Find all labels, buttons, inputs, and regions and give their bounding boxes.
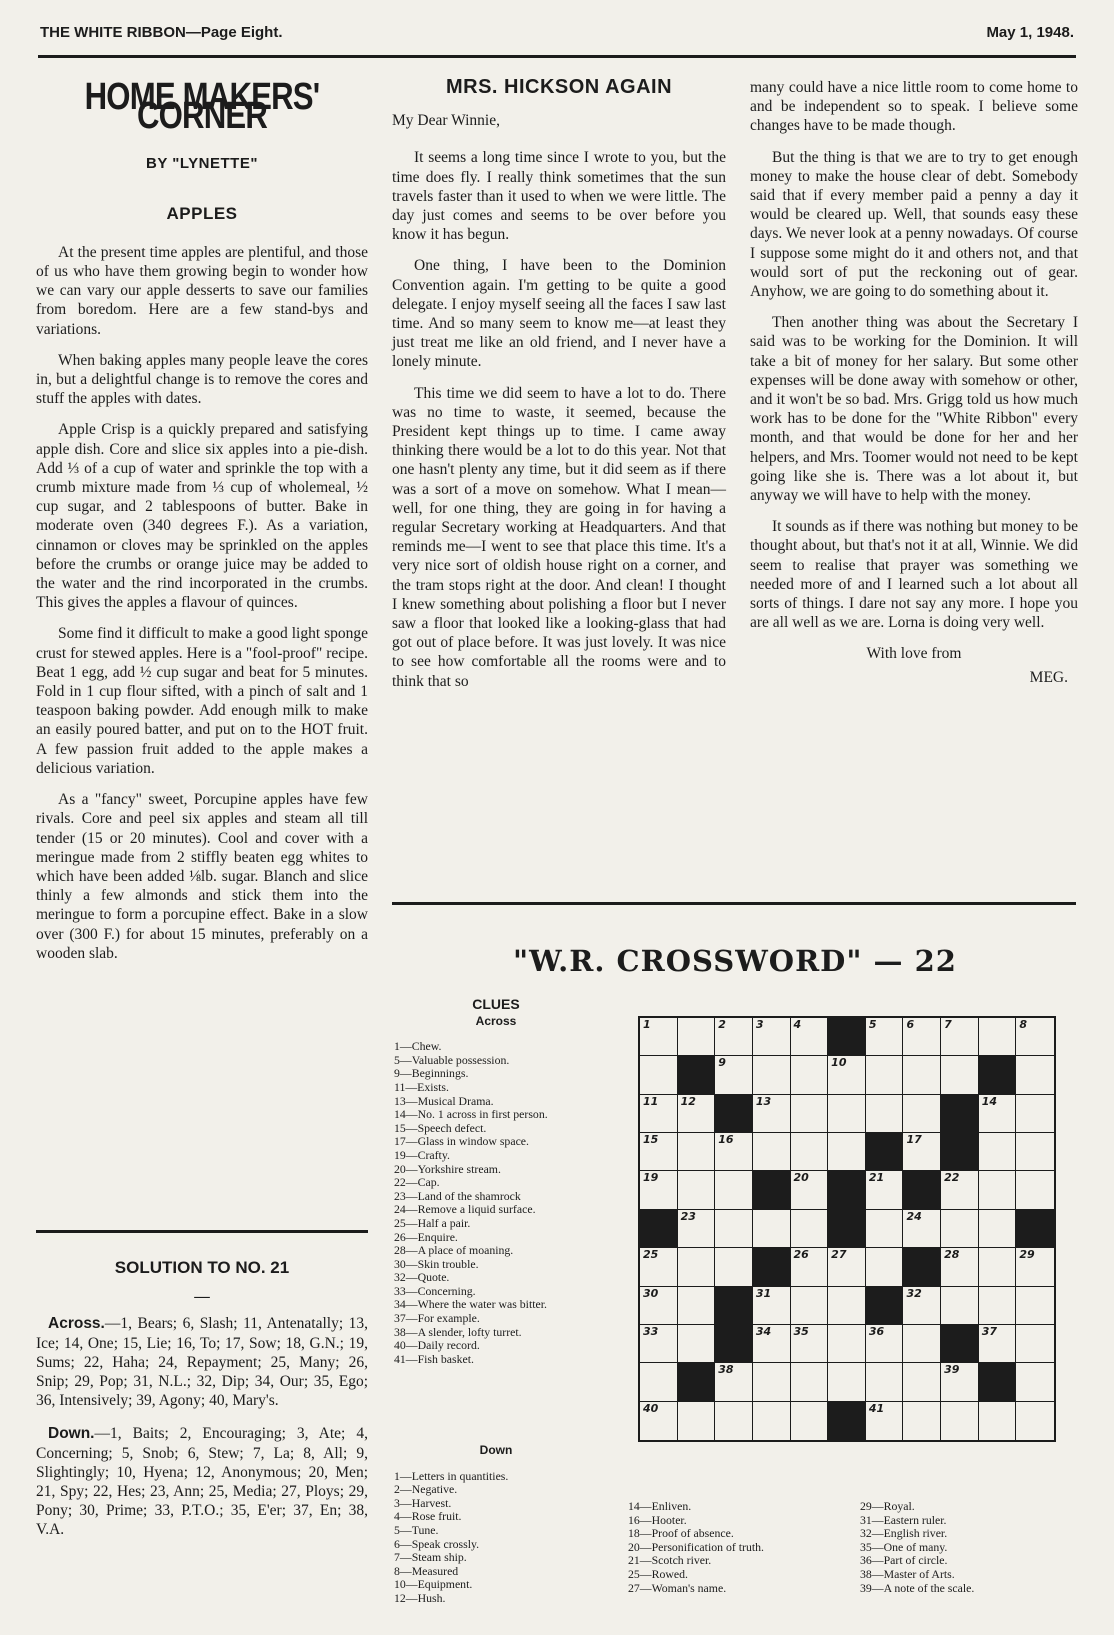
hickson-greeting: My Dear Winnie,	[392, 112, 500, 130]
homemakers-column	[36, 78, 368, 975]
grid-cell	[715, 1171, 753, 1209]
grid-cell	[979, 1133, 1017, 1171]
grid-cell-black	[941, 1325, 979, 1363]
grid-cell-number: 23	[680, 1209, 696, 1223]
grid-cell-black	[941, 1133, 979, 1171]
grid-cell	[866, 1095, 904, 1133]
grid-cell-number: 41	[868, 1401, 885, 1415]
across-clue-list	[394, 1040, 598, 1366]
clue-item: 14—No. 1 across in first person.	[394, 1107, 548, 1122]
grid-cell	[1016, 1325, 1054, 1363]
clue-item: 17—Glass in window space.	[394, 1134, 529, 1149]
grid-cell	[866, 1056, 904, 1094]
grid-cell	[903, 1402, 941, 1440]
grid-cell	[715, 1248, 753, 1286]
grid-cell-black	[866, 1133, 904, 1171]
grid-cell	[828, 1287, 866, 1325]
clue-item: 5—Tune.	[394, 1522, 439, 1537]
clue-item: 10—Equipment.	[394, 1577, 473, 1592]
grid-cell	[678, 1095, 716, 1133]
clue-item: 3—Harvest.	[394, 1495, 452, 1510]
grid-cell	[791, 1287, 829, 1325]
clue-item: 14—Enliven.	[628, 1499, 692, 1513]
grid-cell-number: 4	[793, 1018, 802, 1031]
grid-cell	[941, 1248, 979, 1286]
hickson-paragraph: It sounds as if there was nothing but money to be thought about, but that's not it at all, Winnie. We did seem to realise that prayer was something we needed more of and I learned such a lot about all sorts of things. I dare not say any more. I hope you are all well as we are. Lorna is doing very well.	[750, 518, 1078, 632]
grid-cell	[1016, 1402, 1054, 1440]
grid-cell	[791, 1095, 829, 1133]
grid-cell	[1016, 1248, 1054, 1286]
grid-cell	[678, 1248, 716, 1286]
grid-cell-number: 35	[793, 1324, 809, 1338]
clue-item: 21—Scotch river.	[628, 1553, 712, 1568]
grid-cell	[678, 1325, 716, 1363]
clue-item: 20—Personification of truth.	[628, 1539, 764, 1554]
grid-cell-number: 7	[944, 1018, 952, 1031]
grid-cell	[979, 1018, 1017, 1056]
clue-item: 34—Where the water was bitter.	[394, 1297, 547, 1312]
grid-cell	[866, 1325, 904, 1363]
grid-cell-black	[903, 1171, 941, 1209]
grid-cell-number: 1	[643, 1018, 651, 1031]
grid-cell-number: 25	[643, 1248, 659, 1262]
clue-item: 31—Eastern ruler.	[860, 1512, 947, 1527]
grid-cell	[753, 1095, 791, 1133]
grid-cell	[791, 1248, 829, 1286]
grid-cell	[791, 1018, 829, 1056]
solution-across-label: Across.	[48, 1315, 105, 1333]
clue-item: 28—A place of moaning.	[394, 1243, 514, 1258]
crossword-rule	[392, 902, 1076, 905]
grid-cell	[903, 1056, 941, 1094]
grid-cell-number: 15	[643, 1133, 659, 1147]
grid-cell	[866, 1402, 904, 1440]
down-heading: Down	[479, 1443, 513, 1457]
clue-item: 24—Remove a liquid surface.	[394, 1202, 536, 1217]
clue-item: 19—Crafty.	[394, 1147, 450, 1162]
clue-item: 29—Royal.	[860, 1499, 915, 1513]
hickson-paragraph: One thing, I have been to the Dominion Convention again. I'm getting to be quite a good delegate. I enjoy myself seeing all the faces I saw last time. And so many seem to know me—at least they just treat me like an old friend, and I never have a lonely minute.	[392, 257, 726, 371]
grid-cell-number: 33	[643, 1324, 659, 1338]
hickson-paragraph: It seems a long time since I wrote to you, but the time does fly. I really think sometimes that the sun travels faster than it used to when we were little. The day just comes and seems to be over before you know it has begun.	[392, 149, 726, 244]
grid-cell-number: 38	[718, 1363, 734, 1377]
grid-cell-number: 27	[831, 1248, 847, 1262]
grid-cell-black	[640, 1210, 678, 1248]
grid-cell	[979, 1287, 1017, 1325]
clue-item: 18—Proof of absence.	[628, 1526, 734, 1541]
grid-cell-black	[941, 1095, 979, 1133]
grid-cell-number: 20	[793, 1171, 809, 1185]
crossword-grid	[638, 1016, 1056, 1442]
solution-title: SOLUTION TO NO. 21	[114, 1258, 290, 1277]
grid-cell	[903, 1363, 941, 1401]
grid-cell	[979, 1171, 1017, 1209]
grid-cell-number: 11	[643, 1094, 659, 1108]
grid-cell	[979, 1325, 1017, 1363]
homemakers-paragraph: At the present time apples are plentiful, and those of us who have them growing begin to wonder how we can vary our apple desserts to save our families from boredom. Here are a few stand-bys and variations.	[36, 243, 368, 338]
grid-cell	[828, 1248, 866, 1286]
clue-item: 25—Rowed.	[628, 1566, 688, 1581]
grid-cell-number: 26	[793, 1248, 809, 1262]
grid-cell	[941, 1287, 979, 1325]
grid-cell-black	[753, 1248, 791, 1286]
grid-cell	[828, 1133, 866, 1171]
grid-cell-black	[678, 1056, 716, 1094]
grid-cell-number: 2	[718, 1018, 726, 1031]
crossword-title: "W.R. CROSSWORD" — 22	[513, 944, 957, 978]
grid-cell	[903, 1095, 941, 1133]
grid-cell-number: 32	[906, 1286, 922, 1300]
grid-cell	[903, 1325, 941, 1363]
grid-cell-number: 9	[718, 1056, 726, 1070]
grid-cell-black	[866, 1287, 904, 1325]
grid-cell	[828, 1095, 866, 1133]
clues-heading: CLUES	[472, 996, 520, 1012]
homemakers-paragraph: Some find it difficult to make a good light sponge crust for stewed apples. Here is a "fool-proof" recipe. Beat 1 egg, add ½ cup sugar and beat for 5 minutes. Fold in 1 cup flour sifted, with a pinch of salt and 1 teaspoon baking powder. Add enough milk to make an easily poured batter, and put on to the HOT fruit. A few passion fruit added to the apple makes a delicious variation.	[36, 625, 368, 777]
grid-cell	[753, 1325, 791, 1363]
grid-cell	[715, 1133, 753, 1171]
clue-item: 22—Cap.	[394, 1175, 440, 1190]
solution-rule	[36, 1230, 368, 1233]
grid-cell	[753, 1210, 791, 1248]
clue-item: 40—Daily record.	[394, 1338, 480, 1353]
down-clue-list-2	[628, 1500, 834, 1595]
clue-item: 9—Beginnings.	[394, 1066, 469, 1081]
grid-cell	[941, 1363, 979, 1401]
grid-cell-black	[979, 1056, 1017, 1094]
grid-cell-number: 12	[680, 1094, 696, 1108]
grid-cell	[866, 1363, 904, 1401]
grid-cell	[678, 1402, 716, 1440]
grid-cell	[903, 1210, 941, 1248]
clue-item: 2—Negative.	[394, 1482, 458, 1497]
grid-cell	[791, 1210, 829, 1248]
hickson-paragraph: Then another thing was about the Secretary I said was to be working for the Dominion. It will take a bit of money for her salary. But some other expenses will be done away with somehow or other, and it won't be so bad. Mrs. Grigg told us how much work has to be done for the "White Ribbon" every month, and that would be done for her and her helpers, and Mrs. Toomer would not need to be kept going like she is. There was a lot about it, but anyway we will have to help with the money.	[750, 314, 1078, 505]
grid-cell-number: 19	[643, 1171, 659, 1185]
clue-item: 27—Woman's name.	[628, 1580, 727, 1595]
solution-section	[36, 1250, 368, 1554]
grid-cell	[640, 1018, 678, 1056]
solution-down-label: Down.	[48, 1425, 95, 1443]
grid-cell-black	[753, 1171, 791, 1209]
clue-item: 38—Master of Arts.	[860, 1566, 955, 1581]
grid-cell-number: 21	[868, 1171, 885, 1185]
clue-item: 1—Letters in quantities.	[394, 1468, 509, 1483]
across-heading: Across	[475, 1013, 517, 1028]
clue-item: 4—Rose fruit.	[394, 1509, 462, 1524]
grid-cell	[903, 1287, 941, 1325]
grid-cell	[1016, 1171, 1054, 1209]
grid-cell	[678, 1133, 716, 1171]
grid-cell	[941, 1402, 979, 1440]
hickson-paragraph: This time we did seem to have a lot to do. There was no time to waste, it seemed, because the President kept things up to time. I came away thinking there would be a lot to do this year. Not that one hasn't plenty any time, but it did seem as if there was a sort of a move on somehow. What I mean—well, for one thing, they are going in for having a regular Secretary working at Headquarters. And that reminds me—I went to see that place this time. It's a very nice sort of oldish house right on a corner, and the tram stops right at the door. And clean! I thought I knew something about polishing a floor but I never saw a floor that looked like a looking-glass that had got out of place before. It was just lovely. It was nice to see how comfortable all the rooms were and to think that so	[392, 384, 726, 690]
grid-cell	[640, 1363, 678, 1401]
grid-cell	[640, 1095, 678, 1133]
homemakers-byline: BY "LYNETTE"	[146, 155, 258, 173]
grid-cell	[640, 1171, 678, 1209]
solution-down	[36, 1424, 368, 1539]
grid-cell-black	[828, 1018, 866, 1056]
grid-cell	[866, 1210, 904, 1248]
grid-cell-number: 36	[868, 1324, 885, 1338]
grid-cell	[678, 1210, 716, 1248]
grid-cell	[1016, 1018, 1054, 1056]
crossword-clues-down	[394, 1438, 598, 1606]
grid-cell	[866, 1171, 904, 1209]
solution-across	[36, 1314, 368, 1410]
grid-cell-number: 3	[755, 1018, 764, 1031]
grid-cell	[753, 1287, 791, 1325]
hickson-column	[392, 78, 726, 703]
grid-cell-black	[828, 1210, 866, 1248]
grid-cell	[640, 1402, 678, 1440]
top-rule	[38, 55, 1076, 58]
grid-cell	[715, 1363, 753, 1401]
homemakers-subhead: APPLES	[166, 203, 238, 223]
grid-cell-number: 39	[944, 1363, 960, 1377]
clue-item: 1—Chew.	[394, 1039, 442, 1054]
grid-cell	[640, 1248, 678, 1286]
clue-item: 38—A slender, lofty turret.	[394, 1324, 522, 1339]
grid-cell-number: 14	[981, 1094, 998, 1108]
clue-item: 37—For example.	[394, 1311, 480, 1326]
clue-item: 32—Quote.	[394, 1270, 450, 1285]
solution-down-text: —1, Baits; 2, Encouraging; 3, Ate; 4, Concerning; 5, Snob; 6, Stew; 7, La; 8, All; 9, Slightingly; 10, Hyena; 12, Anonymous; 20, Men; 21, Spy; 22, Hes; 23, Ann; 25, Media; 27, Ploys; 29, Pony; 30, Prime; 33, P.T.O.; 35, E'er; 37, En; 38, V.A.	[36, 1425, 368, 1539]
grid-cell	[866, 1248, 904, 1286]
clue-item: 5—Valuable possession.	[394, 1052, 510, 1067]
grid-cell-black	[715, 1287, 753, 1325]
grid-cell-number: 6	[906, 1018, 915, 1031]
grid-cell-black	[828, 1171, 866, 1209]
solution-dash: —	[194, 1288, 210, 1306]
grid-cell	[678, 1018, 716, 1056]
grid-cell-number: 31	[755, 1286, 772, 1300]
grid-cell	[979, 1095, 1017, 1133]
grid-cell-black	[678, 1363, 716, 1401]
grid-cell	[678, 1171, 716, 1209]
grid-cell-number: 29	[1019, 1248, 1035, 1262]
grid-cell	[791, 1402, 829, 1440]
clue-item: 25—Half a pair.	[394, 1215, 471, 1230]
solution-across-text: —1, Bears; 6, Slash; 11, Antenatally; 13, Ice; 14, One; 15, Lie; 16, To; 17, Sow; 18, G.N.; 19, Sums; 22, Haha; 24, Repayment; 25, Many; 26, Snip; 29, Pop; 31, N.L.; 32, Dip; 34, Our; 35, Ego; 36, Intensively; 39, Agony; 40, Mary's.	[36, 1315, 368, 1410]
grid-cell	[715, 1210, 753, 1248]
grid-cell	[903, 1018, 941, 1056]
down-clue-list-3	[860, 1500, 1060, 1595]
grid-cell-number: 17	[906, 1133, 922, 1147]
grid-cell-number: 10	[831, 1056, 847, 1070]
masthead-publication: THE WHITE RIBBON—Page Eight.	[40, 24, 283, 41]
clue-item: 8—Measured	[394, 1563, 459, 1578]
grid-cell-number: 13	[755, 1094, 772, 1108]
clue-item: 13—Musical Drama.	[394, 1093, 494, 1108]
clue-item: 15—Speech defect.	[394, 1120, 487, 1135]
grid-cell-black	[903, 1248, 941, 1286]
grid-cell	[828, 1056, 866, 1094]
clue-item: 35—One of many.	[860, 1539, 948, 1554]
grid-cell-number: 16	[718, 1133, 734, 1147]
grid-cell	[866, 1018, 904, 1056]
homemakers-paragraph: As a "fancy" sweet, Porcupine apples have few rivals. Core and peel six apples and steam all till tender (15 or 20 minutes). Cool and cover with a meringue made from 2 stiffly beaten egg whites to which have been added ⅛lb. sugar. Blanch and slice thinly a few almonds and stick them into the meringue to form a porcupine effect. Bake in a slow over (300 F.) for about 15 minutes, preferably on a wooden slab.	[36, 791, 368, 962]
grid-cell	[678, 1287, 716, 1325]
down-clue-list	[394, 1470, 598, 1606]
clue-item: 33—Concerning.	[394, 1283, 476, 1298]
grid-cell	[1016, 1133, 1054, 1171]
grid-cell	[791, 1171, 829, 1209]
clue-item: 12—Hush.	[394, 1590, 446, 1605]
grid-cell	[979, 1402, 1017, 1440]
grid-cell-number: 5	[868, 1018, 877, 1031]
hickson-paragraph: But the thing is that we are to try to get enough money to make the house clear of debt. Somebody said that if every member paid a penny a day it would be cleared up. Well, that sounds easy these days. We never look at a penny nowadays. Of course I suppose some might do it and others not, and that would sort of put the reckoning out of gear. Anyhow, we are going to do something about it.	[750, 148, 1078, 301]
grid-cell	[640, 1287, 678, 1325]
grid-cell	[941, 1018, 979, 1056]
grid-cell	[1016, 1056, 1054, 1094]
hickson-signoff: With love from	[866, 645, 962, 663]
grid-cell	[753, 1056, 791, 1094]
grid-cell	[903, 1133, 941, 1171]
grid-cell	[1016, 1095, 1054, 1133]
grid-cell	[753, 1363, 791, 1401]
homemakers-paragraph: When baking apples many people leave the cores in, but a delightful change is to remove the cores and stuff the apples with dates.	[36, 351, 368, 408]
grid-cell	[1016, 1287, 1054, 1325]
clue-item: 20—Yorkshire stream.	[394, 1161, 501, 1176]
grid-cell	[979, 1210, 1017, 1248]
grid-cell	[828, 1325, 866, 1363]
grid-cell	[640, 1133, 678, 1171]
clue-item: 26—Enquire.	[394, 1229, 458, 1244]
grid-cell-number: 22	[944, 1171, 960, 1185]
clue-item: 16—Hooter.	[628, 1512, 687, 1527]
clue-item: 11—Exists.	[394, 1079, 449, 1094]
crossword-clues-across	[394, 998, 598, 1366]
hickson-signature: MEG.	[1029, 668, 1068, 686]
grid-cell-number: 40	[643, 1401, 659, 1415]
clue-item: 32—English river.	[860, 1526, 948, 1541]
grid-cell-number: 34	[755, 1324, 772, 1338]
grid-cell	[941, 1171, 979, 1209]
grid-cell-black	[979, 1363, 1017, 1401]
grid-cell	[941, 1210, 979, 1248]
clue-item: 41—Fish basket.	[394, 1351, 474, 1366]
clue-item: 39—A note of the scale.	[860, 1580, 975, 1595]
grid-cell	[828, 1363, 866, 1401]
grid-cell	[640, 1056, 678, 1094]
grid-cell	[640, 1325, 678, 1363]
grid-cell-black	[715, 1325, 753, 1363]
clue-item: 30—Skin trouble.	[394, 1256, 479, 1271]
homemakers-paragraph: Apple Crisp is a quickly prepared and satisfying apple dish. Core and slice six apples into a pie-dish. Add ⅓ of a cup of water and sprinkle the top with a crumb mixture made from ⅓ cup of wholemeal, ½ cup sugar, and 2 tablespoons of butter. Bake in moderate oven (340 degrees F.). As a variation, cinnamon or cloves may be sprinkled on the apples before the crumbs or orange juice may be added to the water and the rind incorporated in the crumbs. This gives the apples a flavour of quinces.	[36, 421, 368, 612]
grid-cell	[715, 1402, 753, 1440]
grid-cell	[753, 1402, 791, 1440]
grid-cell	[715, 1018, 753, 1056]
grid-cell	[791, 1056, 829, 1094]
grid-cell-number: 28	[944, 1248, 960, 1262]
grid-cell	[941, 1056, 979, 1094]
hickson-paragraph: many could have a nice little room to come home to and be independent so to speak. I believe some changes have to be made though.	[750, 79, 1078, 135]
grid-cell	[791, 1363, 829, 1401]
grid-cell	[753, 1133, 791, 1171]
grid-cell-number: 30	[643, 1286, 659, 1300]
homemakers-title: HOME MAKERS' CORNER	[84, 76, 320, 138]
clue-item: 23—Land of the shamrock	[394, 1188, 521, 1203]
grid-cell	[979, 1248, 1017, 1286]
masthead-date: May 1, 1948.	[986, 24, 1074, 41]
hickson-continued-column	[750, 78, 1078, 687]
grid-cell	[791, 1133, 829, 1171]
clue-item: 6—Speak crossly.	[394, 1536, 480, 1551]
clue-item: 36—Part of circle.	[860, 1553, 948, 1568]
grid-cell	[1016, 1363, 1054, 1401]
masthead	[40, 20, 1074, 44]
clue-item: 7—Steam ship.	[394, 1550, 467, 1565]
grid-cell-number: 24	[906, 1209, 922, 1223]
grid-cell	[715, 1056, 753, 1094]
grid-cell-number: 8	[1019, 1018, 1028, 1031]
grid-cell	[791, 1325, 829, 1363]
grid-cell-black	[1016, 1210, 1054, 1248]
grid-cell-black	[828, 1402, 866, 1440]
grid-cell	[753, 1018, 791, 1056]
grid-cell-number: 37	[981, 1324, 998, 1338]
hickson-title: MRS. HICKSON AGAIN	[445, 76, 673, 98]
grid-cell-black	[715, 1095, 753, 1133]
